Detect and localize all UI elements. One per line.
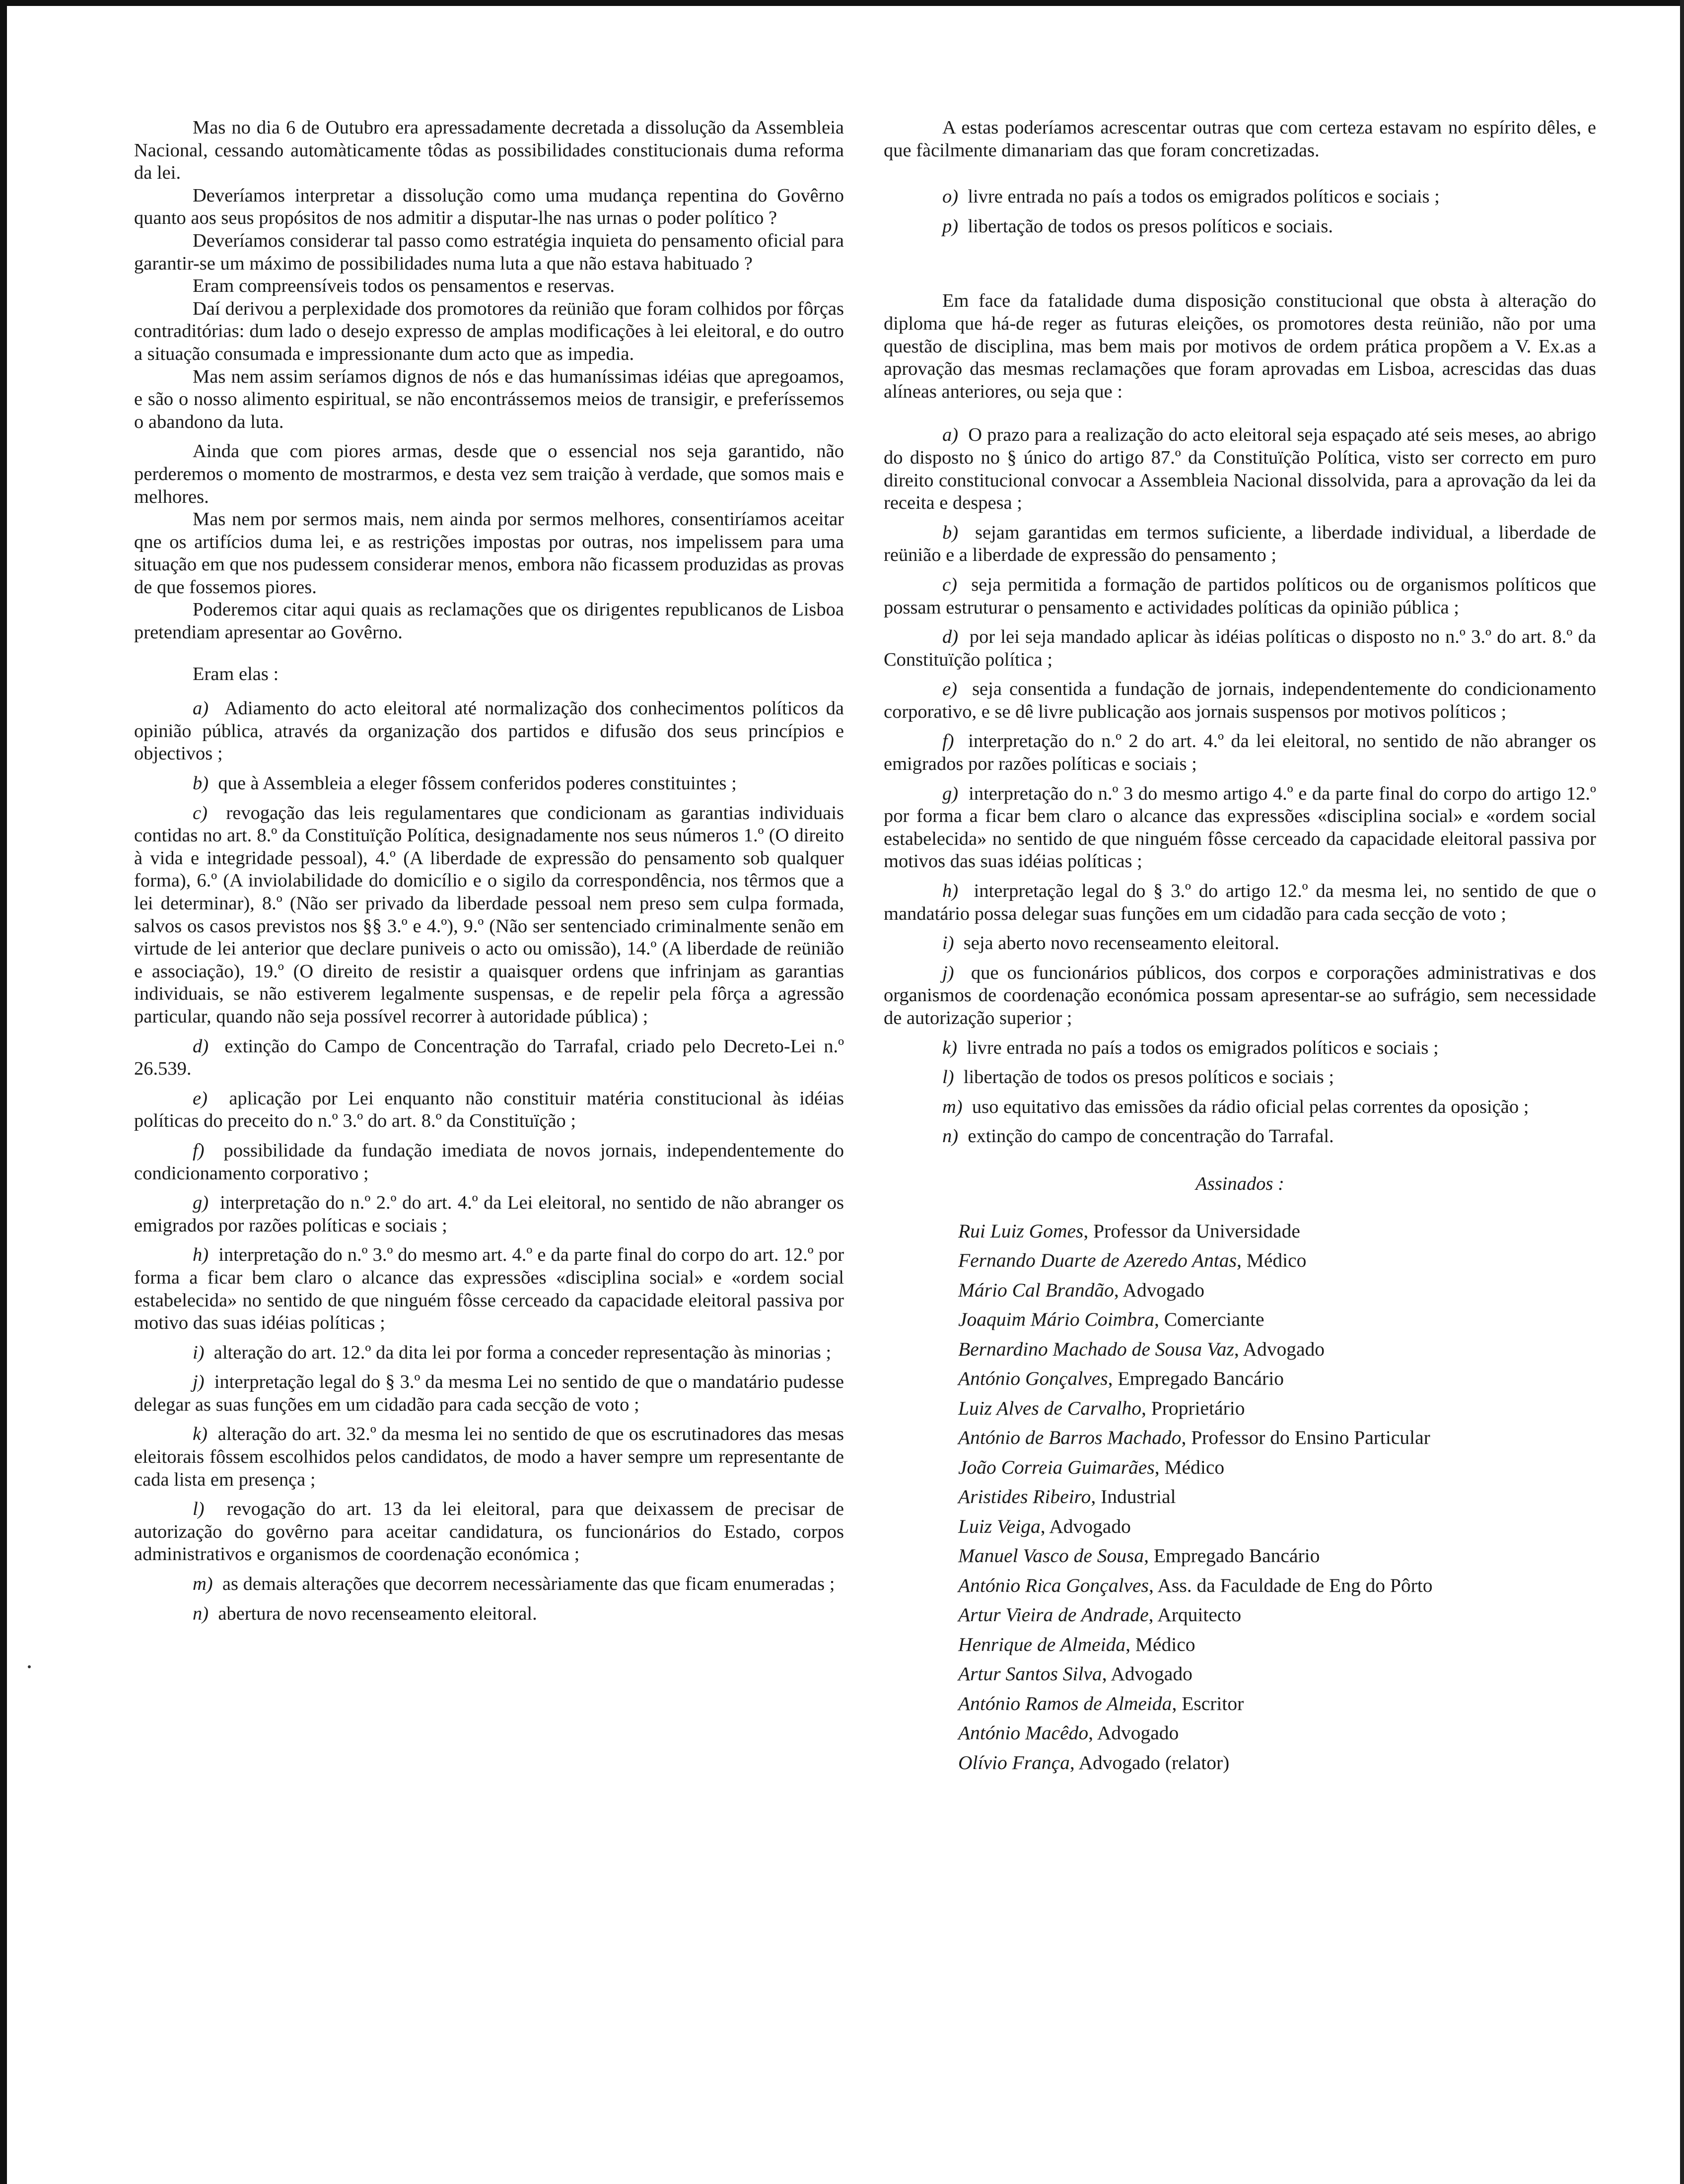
signatory [958,1600,1596,1630]
signatory-role: , Advogado [1102,1663,1193,1685]
signatory [958,1276,1596,1305]
signatory [958,1335,1596,1365]
item-text: libertação de todos os presos políticos e sociais. [968,215,1333,237]
extra-demands-list [884,186,1596,238]
paragraph: Em face da fatalidade duma disposição constitucional que obsta à alteração do diploma que há-de reger as futuras eleições, os promotores desta reünião, não por uma questão de disciplina, mas bem mais por motivos de ordem prática propõem a V. Ex.as a aprovação das mesmas reclamações que foram aprovadas em Lisboa, acrescidas das duas alíneas anteriores, ou seja que : [884,290,1596,402]
list-item [884,1066,1596,1089]
paragraph: Mas nem por sermos mais, nem ainda por sermos melhores, consentiríamos aceitar qne os artifícios duma lei, e as restrições impostas por outras, nos impelissem para uma situação em que nos pudessem considerar menos, embora não ficassem produzidas as provas de que fossemos piores. [134,509,844,598]
right-column [884,117,1596,1777]
list-item [134,1371,844,1416]
list-item [134,1573,844,1596]
list-item [884,1037,1596,1060]
list-item [884,880,1596,925]
proposed-demands-list [884,424,1596,1148]
signatory [958,1630,1596,1660]
signatory-role: , Advogado [1234,1338,1325,1360]
signatory [958,1659,1596,1689]
paragraph: Mas nem assim seríamos dignos de nós e das humaníssimas idéias que apregoamos, e são o nosso alimento espiritual, se não encontrássemos meios de transigir, e preferíssemos o abandono da luta. [134,366,844,432]
item-label: d) [193,1035,209,1057]
signatory-name: António de Barros Machado [958,1427,1182,1449]
item-text: seja permitida a formação de partidos políticos ou de organismos políticos que possam estruturar o pensamento e actividades políticas da opinião pública ; [884,574,1596,618]
item-label: h) [193,1244,209,1266]
item-text: uso equitativo das emissões da rádio oficial pelas correntes da oposição ; [972,1096,1529,1117]
item-label: e) [193,1088,208,1109]
signatory [958,1512,1596,1542]
signatory-name: Olívio França [958,1751,1070,1774]
item-text: interpretação legal do § 3.º do artigo 12.º da mesma lei, no sentido de que o mandatário possa delegar suas funções em um cidadão para cada secção de voto ; [884,881,1596,924]
item-label: l) [942,1067,954,1088]
left-column [134,117,844,1625]
signatory-role: , Professor da Universidade [1083,1220,1300,1242]
item-label: b) [942,522,959,543]
item-label: m) [193,1573,213,1595]
item-label: i) [193,1342,205,1363]
signatory-role: , Médico [1125,1633,1195,1655]
signatory-name: Mário Cal Brandão [958,1279,1114,1301]
item-text: abertura de novo recenseamento eleitoral. [218,1603,537,1624]
signatory-role: , Advogado [1040,1515,1131,1537]
signatories-list [958,1217,1596,1778]
signatory [958,1364,1596,1394]
paragraph: Deveríamos considerar tal passo como estratégia inquieta do pensamento oficial para garantir-se um máximo de possibilidades numa luta a que não estava habituado ? [134,230,844,274]
list-item [134,1035,844,1081]
item-text: libertação de todos os presos políticos e sociais ; [963,1067,1334,1088]
item-label: g) [942,783,959,804]
signatory-name: João Correia Guimarães [958,1456,1155,1478]
item-text: extinção do campo de concentração do Tarrafal. [968,1126,1334,1147]
list-item [884,678,1596,723]
signatory-name: Henrique de Almeida [958,1633,1126,1655]
item-text: livre entrada no país a todos os emigrados políticos e sociais ; [968,186,1440,207]
page-border-top [0,0,1684,6]
item-label: o) [942,186,959,207]
item-label: m) [942,1096,963,1117]
signatory [958,1689,1596,1719]
item-text: que os funcionários públicos, dos corpos e corporações administrativas e dos organismos de coordenação económica possam apresentar-se ao sufrágio, sem necessidade de autorização superior ; [884,962,1597,1028]
signatory-name: Artur Santos Silva [958,1663,1102,1685]
signatory-role: , Médico [1154,1456,1225,1478]
list-item [884,626,1596,671]
item-text: interpretação legal do § 3.º da mesma Lei no sentido de que o mandatário pudesse delegar as suas funções em um cidadão para cada secção de voto ; [134,1371,844,1415]
list-item [134,1088,844,1133]
list-item [884,522,1596,567]
signatory-role: , Escritor [1172,1692,1244,1714]
signatory [958,1718,1596,1748]
signatory [958,1394,1596,1424]
signatory [958,1246,1596,1276]
signatory-name: António Rica Gonçalves [958,1574,1149,1596]
item-label: j) [942,962,954,983]
signatory-role: , Industrial [1091,1486,1176,1508]
signatory-role: , Advogado [1088,1722,1179,1744]
signatory-name: Rui Luiz Gomes [958,1220,1084,1242]
signatory-name: Aristides Ribeiro [958,1486,1091,1508]
list-item [884,424,1596,514]
signatory-role: , Advogado [1114,1279,1204,1301]
signatory-name: Joaquim Mário Coimbra [958,1308,1154,1331]
signatory-role: , Comerciante [1154,1308,1264,1331]
signatory-role: , Arquitecto [1148,1604,1242,1626]
signatory [958,1571,1596,1601]
item-label: f) [193,1140,205,1161]
item-label: n) [193,1603,209,1624]
paragraph: Eram compreensíveis todos os pensamentos e reservas. [193,275,615,297]
item-label: n) [942,1126,959,1147]
signatory-name: Manuel Vasco de Sousa [958,1545,1144,1567]
list-item [884,574,1596,619]
list-item [134,1423,844,1491]
paragraph: Deveríamos interpretar a dissolução como uma mudança repentina do Govêrno quanto aos seus propósitos de nos admitir a disputar-lhe nas urnas o poder político ? [134,185,844,229]
item-label: e) [942,679,957,700]
list-intro: Eram elas : [193,663,279,684]
signatory-role: , Advogado (relator) [1069,1751,1230,1774]
signatory-name: Artur Vieira de Andrade [958,1604,1149,1626]
list-item [884,215,1596,238]
item-text: livre entrada no país a todos os emigrados políticos e sociais ; [967,1037,1439,1058]
list-item [134,1244,844,1334]
item-text: O prazo para a realização do acto eleitoral seja espaçado até seis meses, ao abrigo do disposto no § único do artigo 87.º da Constituïção Política, visto ser correcto em puro direito constitucional convocar a Assembleia Nacional dissolvida, para a aprovação da lei da receita e despesa ; [884,424,1597,514]
signatory-role: , Empregado Bancário [1108,1367,1284,1390]
list-item [134,1342,844,1365]
item-label: l) [193,1499,205,1520]
signatory-name: Fernando Duarte de Azeredo Antas [958,1249,1237,1272]
list-item [884,962,1596,1030]
signatory-name: António Gonçalves [958,1367,1108,1390]
item-text: que à Assembleia a eleger fôssem conferidos poderes constituintes ; [218,773,737,794]
paragraph: A estas poderíamos acrescentar outras que com certeza estavam no espírito dêles, e que fàcilmente dimanariam das que foram concretizadas. [884,117,1596,161]
list-item [884,783,1596,873]
print-speck [28,1665,31,1668]
item-label: p) [942,215,959,237]
list-item [884,186,1596,208]
signatory-role: , Médico [1237,1249,1307,1272]
signed-heading: Assinados : [1195,1173,1284,1194]
page-border-right [1680,0,1684,2184]
paragraph: Poderemos citar aqui quais as reclamações que os dirigentes republicanos de Lisboa pretendiam apresentar ao Govêrno. [134,599,844,643]
item-label: k) [942,1037,957,1058]
item-label: c) [193,802,208,823]
item-text: interpretação do n.º 2 do art. 4.º da lei eleitoral, no sentido de não abranger os emigrados por razões políticas e sociais ; [884,731,1597,775]
list-item [884,932,1596,955]
item-text: interpretação do n.º 3 do mesmo artigo 4.º e da parte final do corpo do artigo 12.º por forma a ficar bem claro o alcance das expressões «disciplina social» e «ordem social estabelecida» no sentido de que ninguém fôsse cerceado da capacidade eleitoral passiva por motivos das suas idéias políticas ; [884,783,1596,872]
item-text: alteração do art. 12.º da dita lei por forma a conceder representação às minorias ; [213,1342,832,1363]
item-label: g) [193,1192,209,1214]
list-item [884,1096,1596,1119]
left-demands-list [134,697,844,1625]
item-text: revogação das leis regulamentares que condicionam as garantias individuais contidas no art. 8.º da Constituïção Política, designadamente nos seus números 1.º (O direito à vida e integridade pessoal), 4.º (A liberdade de expressão do pensamento sob qualquer forma), 6.º (A inviolabilidade do domicílio e o sigilo da correspondência, nos têrmos que a lei determinar), 8.º (Não ser privado da liberdade pessoal nem preso sem culpa formada, salvos os casos previstos nos §§ 3.º e 4.º), 9.º (Não ser sentenciado criminalmente senão em virtude de lei anterior que declare puniveis o acto ou omissão), 14.º (A liberdade de reünião e associação), 19.º (O direito de resistir a quaisquer ordens que infrinjam as garantias individuais, se não estiverem legalmente suspensas, e de repelir pela fôrça a agressão particular, quando não seja possível recorrer à autoridade pública) ; [134,802,844,1027]
item-label: k) [193,1424,208,1445]
item-label: d) [942,626,959,648]
item-label: b) [193,773,209,794]
item-text: interpretação do n.º 3.º do mesmo art. 4.º e da parte final do corpo do art. 12.º por forma a ficar bem claro o alcance das expressões «disciplina social» e «ordem social estabelecida» no sentido de que ninguém fôsse cerceado da capacidade eleitoral passiva por motivo das suas idéias políticas ; [134,1244,844,1334]
item-label: a) [193,698,209,719]
item-text: por lei seja mandado aplicar às idéias políticas o disposto no n.º 3.º do art. 8.º da Constituïção política ; [884,626,1596,670]
item-text: sejam garantidas em termos suficiente, a liberdade individual, a liberdade de reünião e a liberdade de expressão do pensamento ; [884,522,1597,566]
signatory-name: António Macêdo [958,1722,1089,1744]
item-label: f) [942,731,954,752]
item-label: a) [942,424,959,446]
signatory-role: , Empregado Bancário [1144,1545,1320,1567]
signatory [958,1423,1596,1453]
list-item [134,1603,844,1626]
item-label: j) [193,1371,205,1393]
signatory [958,1748,1596,1778]
item-label: h) [942,881,959,902]
list-item [134,802,844,1028]
signatory [958,1541,1596,1571]
item-text: as demais alterações que decorrem necessàriamente das que ficam enumeradas ; [222,1573,835,1595]
list-item [884,730,1596,775]
signatory [958,1305,1596,1335]
paragraph: Mas no dia 6 de Outubro era apressadamente decretada a dissolução da Assembleia Nacional, cessando automàticamente tôdas as possibilidades constitucionais duma reforma da lei. [134,117,844,184]
item-text: seja aberto novo recenseamento eleitoral. [963,933,1279,954]
signatory-role: , Proprietário [1141,1397,1245,1419]
list-item [884,1125,1596,1148]
item-label: c) [942,574,957,595]
signatory [958,1217,1596,1246]
signatory-name: Luiz Veiga [958,1515,1041,1537]
item-label: i) [942,933,954,954]
item-text: seja consentida a fundação de jornais, independentemente do condicionamento corporativo, e se dê livre publicação aos jornais suspensos por motivos políticos ; [884,679,1596,722]
paragraph: Daí derivou a perplexidade dos promotores da reünião que foram colhidos por fôrças contraditórias: dum lado o desejo expresso de amplas modificações à lei eleitoral, e do outro a situação consumada e impressionante dum acto que as impedia. [134,298,844,364]
list-item [134,1192,844,1237]
paragraph: Ainda que com piores armas, desde que o essencial nos seja garantido, não perderemos o momento de mostrarmos, e desta vez sem traição à verdade, que somos mais e melhores. [134,441,844,507]
signatory [958,1453,1596,1483]
signatory-name: António Ramos de Almeida [958,1692,1172,1714]
list-item [134,1498,844,1566]
item-text: interpretação do n.º 2.º do art. 4.º da Lei eleitoral, no sentido de não abranger os emigrados por razões políticas e sociais ; [134,1192,844,1236]
item-text: aplicação por Lei enquanto não constituir matéria constitucional às idéias políticas do preceito do n.º 3.º do art. 8.º da Constituïção ; [134,1088,844,1132]
list-item [134,772,844,795]
item-text: possibilidade da fundação imediata de novos jornais, independentemente do condicionamento corporativo ; [134,1140,844,1184]
item-text: revogação do art. 13 da lei eleitoral, para que deixassem de precisar de autorização do govêrno para aceitar candidatura, os funcionários do Estado, corpos administrativos e organismos de coordenação económica ; [134,1499,844,1565]
item-text: alteração do art. 32.º da mesma lei no sentido de que os escrutinadores das mesas eleitorais fôssem escolhidos pelos candidatos, de modo a haver sempre um representante de cada lista em presença ; [134,1424,844,1490]
signatory-role: , Ass. da Faculdade de Eng do Pôrto [1148,1574,1433,1596]
list-item [134,1140,844,1185]
signatory-role: , Professor do Ensino Particular [1181,1427,1430,1449]
signatory-name: Bernardino Machado de Sousa Vaz [958,1338,1234,1360]
signatory-name: Luiz Alves de Carvalho [958,1397,1142,1419]
item-text: Adiamento do acto eleitoral até normalização dos conhecimentos políticos da opinião pública, através da organização dos partidos e difusão dos seus princípios e objectivos ; [134,698,844,764]
signatory [958,1482,1596,1512]
page-border-left [0,0,7,2184]
item-text: extinção do Campo de Concentração do Tarrafal, criado pelo Decreto-Lei n.º 26.539. [134,1035,844,1080]
list-item [134,697,844,765]
